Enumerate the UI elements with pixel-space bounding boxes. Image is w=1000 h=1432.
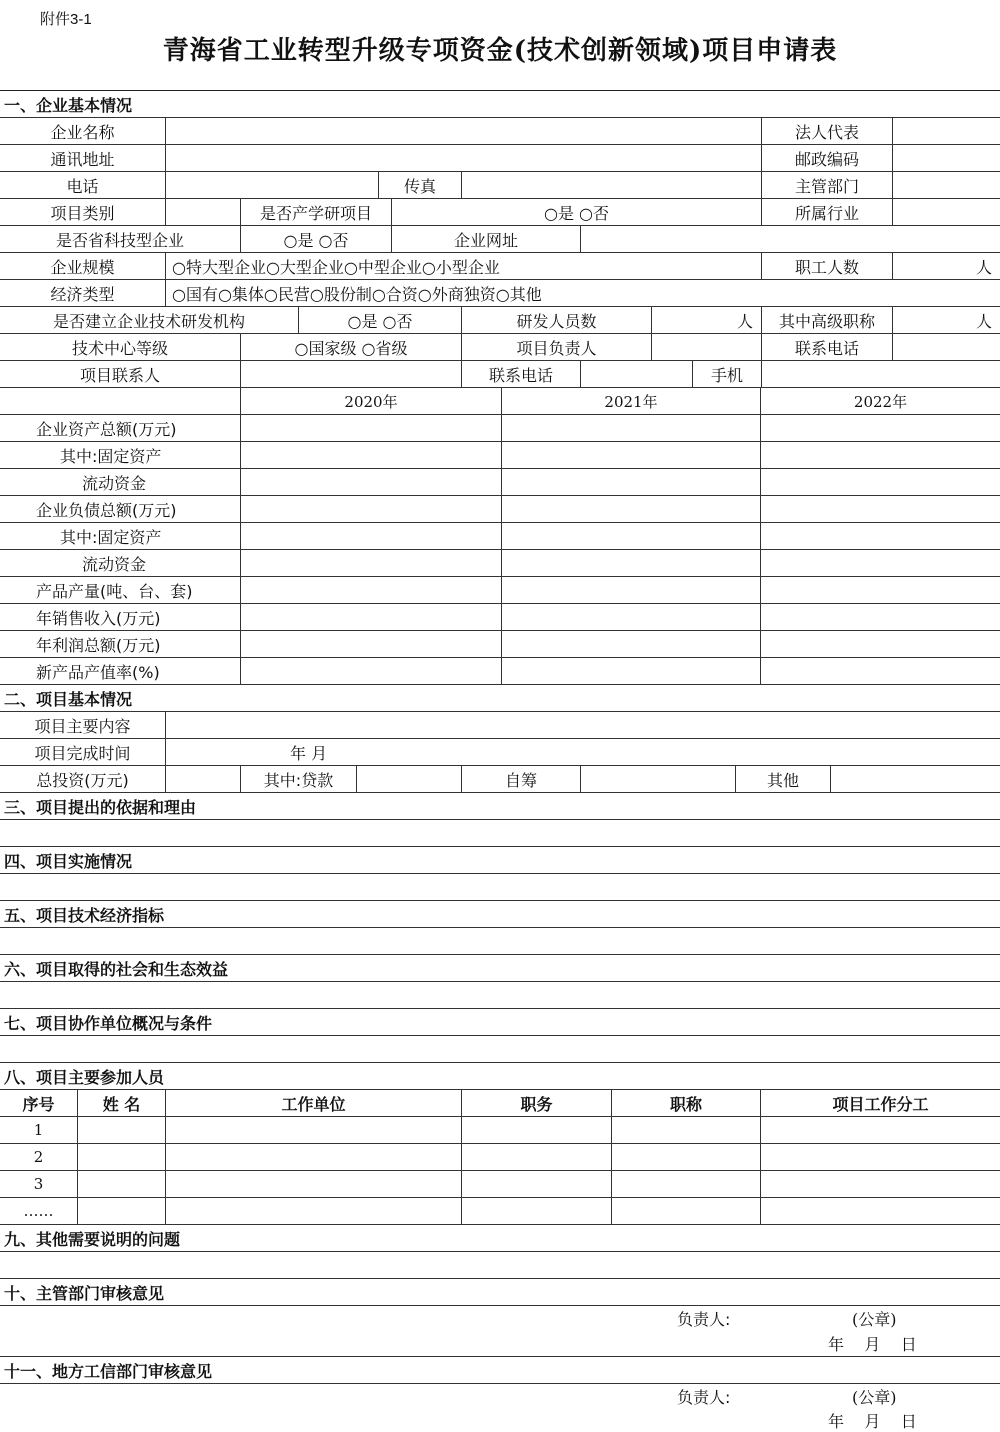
staff-cell[interactable] <box>166 1171 462 1198</box>
other-field[interactable] <box>831 766 1000 793</box>
mobile-label: 手机 <box>693 361 762 388</box>
staff-cell[interactable] <box>78 1144 166 1171</box>
phone-label: 电话 <box>0 172 166 199</box>
fin-row-label: 其中:固定资产 <box>0 442 241 469</box>
fin-cell-2[interactable] <box>502 442 761 469</box>
authority-label: 主管部门 <box>762 172 893 199</box>
section-9-heading: 九、其他需要说明的问题 <box>0 1225 1000 1252</box>
fin-cell-2[interactable] <box>502 550 761 577</box>
fin-cell-1[interactable] <box>241 469 502 496</box>
project-contact-field[interactable] <box>241 361 462 388</box>
completion-time-label: 项目完成时间 <box>0 739 166 766</box>
website-field[interactable] <box>581 226 1000 253</box>
col-serial: 序号 <box>0 1090 78 1117</box>
scale-options[interactable]: ○特大型企业○大型企业○中型企业○小型企业 <box>166 253 762 280</box>
staff-serial: 1 <box>0 1117 78 1144</box>
staff-cell[interactable] <box>78 1198 166 1225</box>
s10-date: 年 月 日 <box>828 1335 917 1354</box>
staff-cell[interactable] <box>462 1144 612 1171</box>
staff-cell[interactable] <box>761 1198 1000 1225</box>
fin-cell-2[interactable] <box>502 604 761 631</box>
fin-cell-3[interactable] <box>761 550 1000 577</box>
fin-row-label: 新产品产值率(%) <box>0 658 241 685</box>
section-6-heading: 六、项目取得的社会和生态效益 <box>0 955 1000 982</box>
staff-cell[interactable] <box>166 1144 462 1171</box>
staff-serial: 2 <box>0 1144 78 1171</box>
senior-title-field[interactable]: 人 <box>893 307 1000 334</box>
fin-cell-2[interactable] <box>502 496 761 523</box>
staff-cell[interactable] <box>761 1144 1000 1171</box>
mobile-field[interactable] <box>762 361 1000 388</box>
project-leader-field[interactable] <box>652 334 762 361</box>
fin-cell-2[interactable] <box>502 577 761 604</box>
econ-type-options[interactable]: ○国有○集体○民营○股份制○合资○外商独资○其他 <box>166 280 1000 307</box>
fin-row-label: 流动资金 <box>0 550 241 577</box>
col-title: 职称 <box>612 1090 761 1117</box>
staff-cell[interactable] <box>166 1117 462 1144</box>
fin-cell-3[interactable] <box>761 631 1000 658</box>
section-4-heading: 四、项目实施情况 <box>0 847 1000 874</box>
prov-tech-label: 是否省科技型企业 <box>0 226 241 253</box>
industry-label: 所属行业 <box>762 199 893 226</box>
col-name: 姓 名 <box>78 1090 166 1117</box>
col-duty: 项目工作分工 <box>761 1090 1000 1117</box>
fax-label: 传真 <box>379 172 462 199</box>
section-9-field[interactable] <box>0 1252 1000 1279</box>
fin-cell-2[interactable] <box>502 523 761 550</box>
section-1-heading: 一、企业基本情况 <box>0 91 1000 118</box>
section-11-heading: 十一、地方工信部门审核意见 <box>0 1357 1000 1384</box>
project-type-label: 项目类别 <box>0 199 166 226</box>
s10-responsible: 负责人: <box>677 1310 731 1329</box>
section-5-field[interactable] <box>0 928 1000 955</box>
fin-cell-3[interactable] <box>761 442 1000 469</box>
staff-serial: 3 <box>0 1171 78 1198</box>
fin-cell-1[interactable] <box>241 658 502 685</box>
contact-phone-2-field[interactable] <box>581 361 693 388</box>
fin-cell-3[interactable] <box>761 496 1000 523</box>
contact-phone-label: 联系电话 <box>762 334 893 361</box>
s10-seal: (公章) <box>852 1310 897 1329</box>
staff-cell[interactable] <box>462 1171 612 1198</box>
legal-rep-label: 法人代表 <box>762 118 893 145</box>
main-content-field[interactable] <box>166 712 1000 739</box>
section-6-field[interactable] <box>0 982 1000 1009</box>
phone-field[interactable] <box>166 172 379 199</box>
s11-date: 年 月 日 <box>828 1412 917 1431</box>
fax-field[interactable] <box>462 172 762 199</box>
project-contact-label: 项目联系人 <box>0 361 241 388</box>
self-raised-label: 自筹 <box>462 766 581 793</box>
address-field[interactable] <box>166 145 762 172</box>
col-unit: 工作单位 <box>166 1090 462 1117</box>
senior-title-label: 其中高级职称 <box>762 307 893 334</box>
staff-cell[interactable] <box>612 1198 761 1225</box>
iur-project-label: 是否产学研项目 <box>241 199 392 226</box>
contact-phone-2-label: 联系电话 <box>462 361 581 388</box>
rd-staff-field[interactable]: 人 <box>652 307 762 334</box>
company-name-field[interactable] <box>166 118 762 145</box>
tech-center-options[interactable]: ○国家级 ○省级 <box>241 334 462 361</box>
section-5-heading: 五、项目技术经济指标 <box>0 901 1000 928</box>
fin-cell-2[interactable] <box>502 631 761 658</box>
employees-label: 职工人数 <box>762 253 893 280</box>
fin-row-label: 企业资产总额(万元) <box>0 415 241 442</box>
staff-cell[interactable] <box>166 1198 462 1225</box>
section-3-heading: 三、项目提出的依据和理由 <box>0 793 1000 820</box>
fin-cell-3[interactable] <box>761 469 1000 496</box>
scale-label: 企业规模 <box>0 253 166 280</box>
fin-cell-3[interactable] <box>761 523 1000 550</box>
staff-cell[interactable] <box>612 1171 761 1198</box>
fin-cell-3[interactable] <box>761 577 1000 604</box>
staff-cell[interactable] <box>462 1117 612 1144</box>
section-8-heading: 八、项目主要参加人员 <box>0 1063 1000 1090</box>
project-type-field[interactable] <box>166 199 241 226</box>
fin-row-label: 企业负债总额(万元) <box>0 496 241 523</box>
staff-cell[interactable] <box>78 1117 166 1144</box>
legal-rep-field[interactable] <box>893 118 1000 145</box>
tech-center-label: 技术中心等级 <box>0 334 241 361</box>
project-leader-label: 项目负责人 <box>462 334 652 361</box>
total-invest-label: 总投资(万元) <box>0 766 166 793</box>
staff-cell[interactable] <box>761 1171 1000 1198</box>
fin-row-label: 年利润总额(万元) <box>0 631 241 658</box>
s11-responsible: 负责人: <box>677 1388 731 1407</box>
fin-cell-1[interactable] <box>241 415 502 442</box>
econ-type-label: 经济类型 <box>0 280 166 307</box>
loan-field[interactable] <box>357 766 462 793</box>
self-raised-field[interactable] <box>581 766 736 793</box>
fin-cell-2[interactable] <box>502 658 761 685</box>
fin-row-label: 年销售收入(万元) <box>0 604 241 631</box>
total-invest-field[interactable] <box>166 766 241 793</box>
contact-phone-field[interactable] <box>893 334 1000 361</box>
company-name-label: 企业名称 <box>0 118 166 145</box>
form-title: 青海省工业转型升级专项资金(技术创新领域)项目申请表 <box>162 36 838 66</box>
loan-label: 其中:贷款 <box>241 766 357 793</box>
section-3-field[interactable] <box>0 820 1000 847</box>
application-form <box>0 90 1000 1432</box>
rd-staff-label: 研发人员数 <box>462 307 652 334</box>
year-header-blank <box>0 388 241 415</box>
fin-cell-1[interactable] <box>241 577 502 604</box>
col-position: 职务 <box>462 1090 612 1117</box>
year-2020: 2020年 <box>241 388 502 415</box>
section-2-heading: 二、项目基本情况 <box>0 685 1000 712</box>
main-content-label: 项目主要内容 <box>0 712 166 739</box>
completion-time-field[interactable]: 年 月 <box>166 739 1000 766</box>
industry-field[interactable] <box>893 199 1000 226</box>
section-10-heading: 十、主管部门审核意见 <box>0 1279 1000 1306</box>
fin-cell-3[interactable] <box>761 658 1000 685</box>
staff-cell[interactable] <box>78 1171 166 1198</box>
attachment-label: 附件3-1 <box>40 11 92 28</box>
fin-cell-1[interactable] <box>241 604 502 631</box>
staff-cell[interactable] <box>761 1117 1000 1144</box>
fin-cell-2[interactable] <box>502 415 761 442</box>
s11-seal: (公章) <box>852 1388 897 1407</box>
year-2021: 2021年 <box>502 388 761 415</box>
fin-cell-3[interactable] <box>761 604 1000 631</box>
section-4-field[interactable] <box>0 874 1000 901</box>
prov-tech-options[interactable]: ○是 ○否 <box>241 226 392 253</box>
section-7-field[interactable] <box>0 1036 1000 1063</box>
staff-cell[interactable] <box>612 1144 761 1171</box>
fin-cell-1[interactable] <box>241 550 502 577</box>
postal-code-label: 邮政编码 <box>762 145 893 172</box>
fin-cell-1[interactable] <box>241 442 502 469</box>
year-2022: 2022年 <box>761 388 1000 415</box>
staff-cell[interactable] <box>462 1198 612 1225</box>
staff-serial: …… <box>0 1198 78 1225</box>
fin-row-label: 产品产量(吨、台、套) <box>0 577 241 604</box>
fin-row-label: 流动资金 <box>0 469 241 496</box>
website-label: 企业网址 <box>392 226 581 253</box>
fin-cell-1[interactable] <box>241 631 502 658</box>
employees-field[interactable]: 人 <box>893 253 1000 280</box>
fin-cell-1[interactable] <box>241 496 502 523</box>
postal-code-field[interactable] <box>893 145 1000 172</box>
rd-org-options[interactable]: ○是 ○否 <box>299 307 462 334</box>
other-label: 其他 <box>736 766 831 793</box>
iur-project-options[interactable]: ○是 ○否 <box>392 199 762 226</box>
authority-field[interactable] <box>893 172 1000 199</box>
fin-cell-3[interactable] <box>761 415 1000 442</box>
section-7-heading: 七、项目协作单位概况与条件 <box>0 1009 1000 1036</box>
fin-cell-2[interactable] <box>502 469 761 496</box>
fin-row-label: 其中:固定资产 <box>0 523 241 550</box>
fin-cell-1[interactable] <box>241 523 502 550</box>
staff-cell[interactable] <box>612 1117 761 1144</box>
address-label: 通讯地址 <box>0 145 166 172</box>
rd-org-label: 是否建立企业技术研发机构 <box>0 307 299 334</box>
